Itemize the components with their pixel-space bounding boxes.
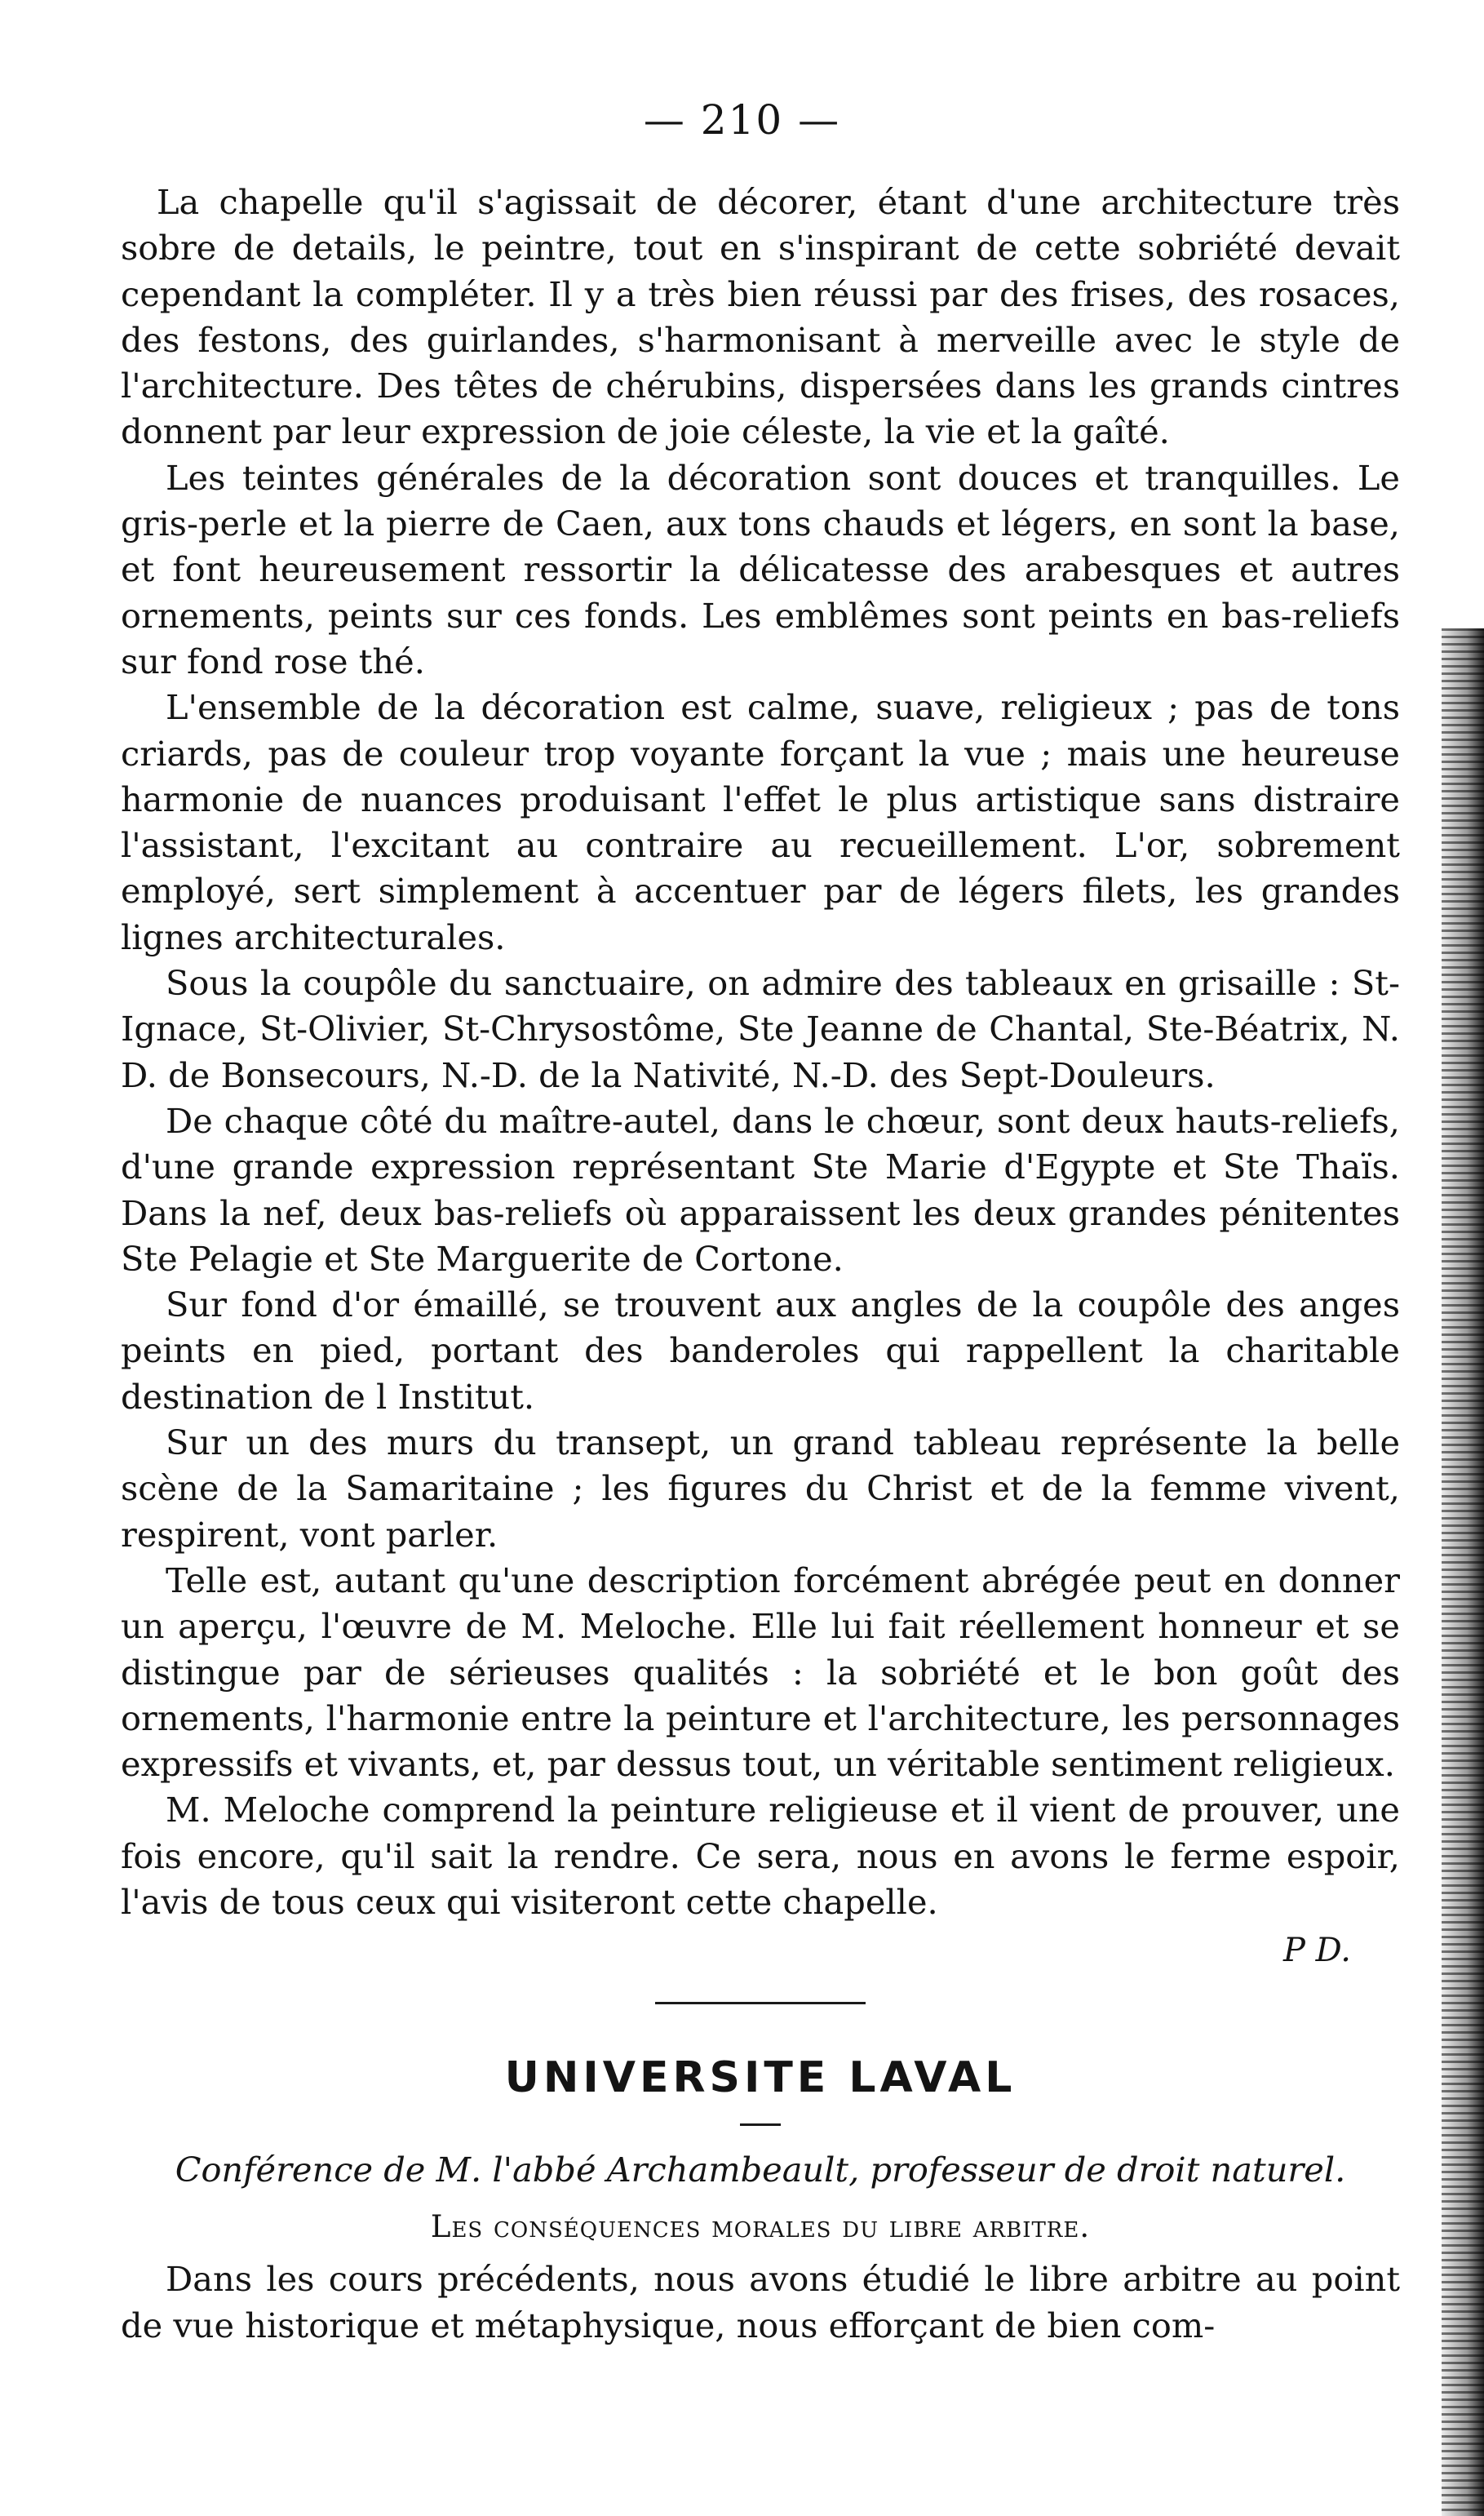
paragraph-samaritan: Sur un des murs du transept, un grand tableau représente la belle scène de la Samaritaine ; les figures du Christ et de la femme vivent, respirent, vont parler. <box>121 1422 1400 1555</box>
author-signature: P D. <box>1283 1932 1351 1970</box>
paragraph-meloche-conclusion: M. Meloche comprend la peinture religieuse et il vient de prouver, une fois encore, qu'il sait la rendre. Ce sera, nous en avons le ferme espoir, l'avis de tous ceux qui visiteront cette chapelle. <box>121 1790 1400 1922</box>
section-heading: UNIVERSITE LAVAL <box>504 2053 1017 2103</box>
paragraph-main-altar: De chaque côté du maître-autel, dans le chœur, sont deux hauts-reliefs, d'une grande expression représentant Ste Marie d'Egypte et Ste Thaïs. Dans la nef, deux bas-reliefs où apparaissent les deux grandes pénitentes Ste Pelagie et Ste Marguerite de Cortone. <box>121 1100 1400 1279</box>
paragraph-ensemble: L'ensemble de la décoration est calme, suave, religieux ; pas de tons criards, pas de couleur trop voyante forçant la vue ; mais une heureuse harmonie de nuances produisant l'effet le plus artistique sans distraire l'assistant, l'excitant au contraire au recueillement. L'or, sobrement employé, sert simplement à accentuer par de légers filets, les grandes lignes architecturales. <box>121 687 1400 957</box>
paragraph-lecture-intro: Dans les cours précédents, nous avons étudié le libre arbitre au point de vue historique et métaphysique, nous efforçant de bien com- <box>121 2259 1400 2345</box>
section-divider <box>655 2002 866 2004</box>
paragraph-sanctuary-dome: Sous la coupôle du sanctuaire, on admire des tableaux en grisaille : St-Ignace, St-Olivier, St-Chrysostôme, Ste Jeanne de Chantal, Ste-Béatrix, N. D. de Bonsecours, N.-D. de la Nativité, N.-D. des Sept-Douleurs. <box>121 963 1400 1095</box>
lecture-title: Les conséquences morales du libre arbitre. <box>430 2209 1091 2245</box>
page-number: — 210 — <box>643 96 841 144</box>
article-body <box>121 180 1400 2349</box>
paragraph-general-tints: Les teintes générales de la décoration sont douces et tranquilles. Le gris-perle et la pierre de Caen, aux tons chauds et légers, en sont la base, et font heureusement ressortir la délicatesse des arabesques et autres ornements, peints sur ces fonds. Les emblêmes sont peints en bas-reliefs sur fond rose thé. <box>121 457 1400 681</box>
conference-subheading: Conférence de M. l'abbé Archambeault, professeur de droit naturel. <box>175 2150 1346 2190</box>
paragraph-gold-angels: Sur fond d'or émaillé, se trouvent aux angles de la coupôle des anges peints en pied, portant des banderoles qui rappellent la charitable destination de l Institut. <box>121 1285 1400 1417</box>
paragraph-meloche-work: Telle est, autant qu'une description forcément abrégée peut en donner un aperçu, l'œuvre de M. Meloche. Elle lui fait réellement honneur et se distingue par de sérieuses qualités : la sobriété et le bon goût des ornements, l'harmonie entre la peinture et l'architecture, les personnages expressifs et vivants, et, par dessus tout, un véritable sentiment religieux. <box>121 1560 1400 1785</box>
heading-underline <box>740 2123 781 2126</box>
paragraph-chapel-architecture: La chapelle qu'il s'agissait de décorer, étant d'une architecture très sobre de details, le peintre, tout en s'inspirant de cette sobriété devait cependant la compléter. Il y a très bien réussi par des frises, des rosaces, des festons, des guirlandes, s'harmonisant à merveille avec le style de l'architecture. Des têtes de chérubins, dispersées dans les grands cintres donnent par leur expression de joie céleste, la vie et la gaîté. <box>121 182 1400 452</box>
page-edge-shadow <box>1442 628 1484 2516</box>
